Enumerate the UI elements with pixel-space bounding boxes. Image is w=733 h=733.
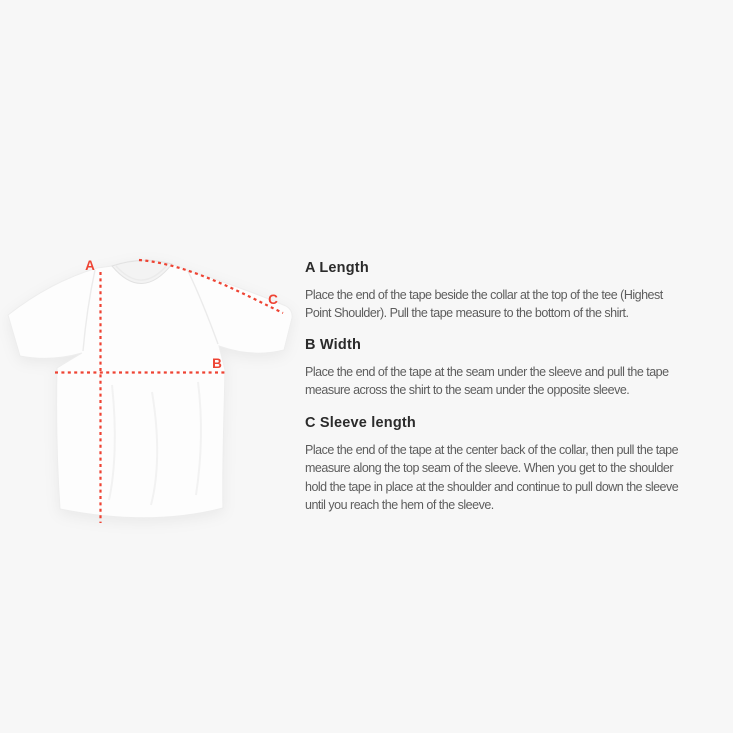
- text-line: Place the end of the tape at the center back of the collar, then pull the tape: [305, 443, 679, 457]
- text-line: until you reach the hem of the sleeve.: [305, 497, 494, 512]
- text-line: Place the end of the tape beside the collar at the top of the tee (Highest: [305, 288, 663, 302]
- text-line: measure across the shirt to the seam under the opposite sleeve.: [305, 383, 630, 398]
- measure-label-b: B: [212, 356, 222, 371]
- text-line: Place the end of the tape at the seam under the sleeve and pull the tape: [305, 365, 669, 379]
- section-text-b-width: [305, 363, 669, 400]
- tshirt-illustration: [8, 260, 292, 518]
- text-line: hold the tape in place at the shoulder and continue to pull down the sleeve: [305, 479, 679, 494]
- measure-label-a: A: [85, 258, 95, 273]
- section-heading-b-width: B Width: [305, 337, 362, 353]
- section-heading-c-sleeve-length: C Sleeve length: [305, 415, 416, 431]
- measure-label-c: C: [268, 292, 278, 307]
- section-heading-a-length: A Length: [305, 260, 369, 276]
- text-line: measure along the top seam of the sleeve. When you get to the shoulder: [305, 461, 674, 476]
- section-text-a-length: [305, 286, 663, 323]
- tshirt-silhouette: [8, 260, 292, 518]
- tshirt-measurement-diagram: [0, 240, 300, 545]
- section-text-c-sleeve-length: [305, 441, 678, 514]
- text-line: Point Shoulder). Pull the tape measure to the bottom of the shirt.: [305, 306, 629, 321]
